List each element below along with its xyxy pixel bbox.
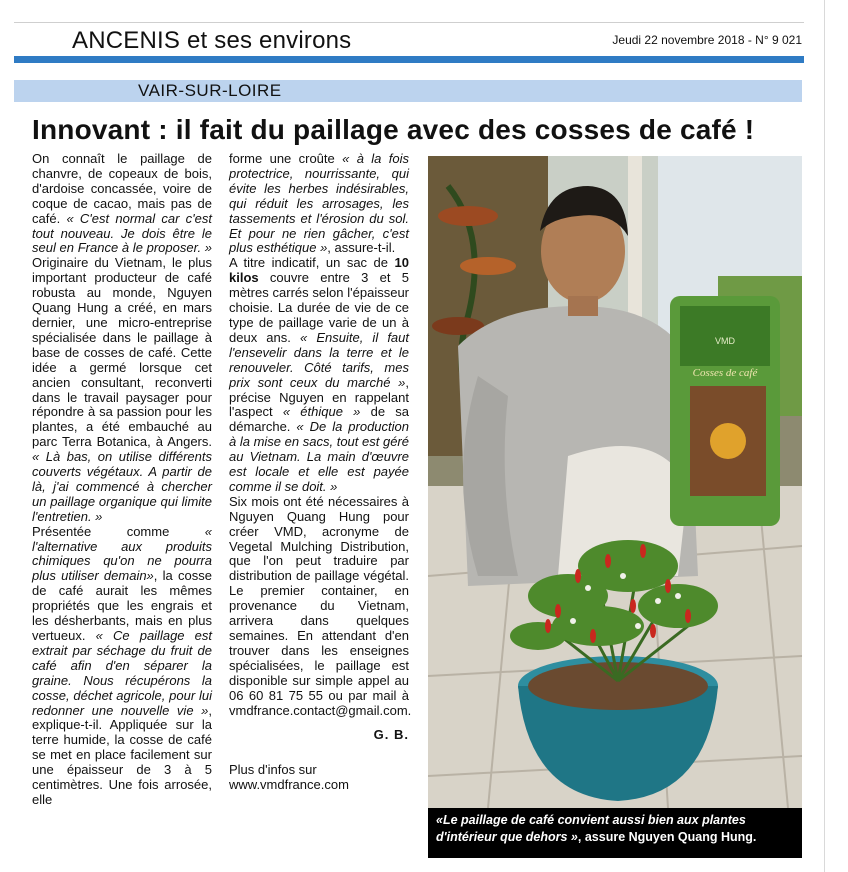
article-photo [428, 156, 802, 808]
text: Présentée comme [32, 523, 205, 539]
page-edge [824, 0, 825, 872]
text: A titre indicatif, un sac de [229, 255, 395, 271]
caption-quote: «Le paillage de café convient aussi bien aux plantes d'intérieur que dehors » [436, 813, 746, 844]
text: forme une croûte [229, 151, 343, 166]
paragraph [229, 256, 409, 495]
quote: « Ensuite, il faut l'ensevelir dans la terre et le renouveler. Côté tarifs, mes prix sont ceux du marché » [229, 329, 409, 390]
article-column-2 [229, 151, 412, 793]
quote: « C'est normal car c'est tout nouveau. Je dois être le seul en France à le proposer. » [32, 210, 212, 256]
text: On connaît le paillage de chanvre, de copeaux de bois, d'ardoise concassée, voire de coque de cacao, mais pas de café. [32, 151, 212, 226]
quote: « Là bas, on utilise différents couverts végétaux. A partir de là, j'ai commencé à chercher un paillage organique qui limite l'entretien. » [32, 449, 212, 524]
text: , explique-t-il. Appliquée sur la terre humide, la cosse de café se met en place facilement sur une épaisseur de 3 à 5 centimètres. Une fois arrosée, elle [32, 702, 212, 807]
quote: « Ce paillage est extrait par séchage du fruit de café afin d'en séparer la graine. Nous récupérons la cosse, déchet agricole, pour lui redonner une nouvelle vie » [32, 628, 212, 718]
quote: « l'alternative aux produits chimiques qu'on ne pourra plus utiliser demain» [32, 523, 212, 584]
text: , la cosse de café aurait les mêmes propriétés que les engrais et les désherbants, mais en plus vertueux. [32, 568, 212, 643]
bag-label-text: Cosses de café [692, 367, 758, 379]
section-rule [14, 56, 804, 63]
text: Originaire du Vietnam, le plus important producteur de café robusta au monde, Nguyen Quang Hung a créé, en mars dernier, une micro-entreprise spécialisée dans le paillage à base de cosses de café. Cette idée a germé lorsque cet ancien consultant, reconverti dans le travail paysager pour répondre à sa passion pour les plantes, a été embauché au parc Terra Botanica, à Angers. [32, 255, 212, 450]
text: , précise Nguyen en rappelant l'aspect [229, 374, 409, 420]
text: , assure-t-il. [327, 240, 396, 256]
photo-illustration [428, 156, 802, 808]
paragraph [229, 152, 409, 256]
caption-attribution: , assure Nguyen Quang Hung. [577, 830, 757, 844]
quote: « De la production à la mise en sacs, tout est géré au Vietnam. La main d'œuvre est locale et elle est payée comme il se doit. » [229, 419, 409, 494]
section-title: ANCENIS et ses environs [72, 27, 352, 54]
text: de sa démarche. [229, 404, 409, 435]
paragraph [32, 152, 212, 525]
more-info: Plus d'infos sur www.vmdfrance.com [229, 762, 349, 793]
location-bar [14, 80, 802, 102]
issue-date: Jeudi 22 novembre 2018 - N° 9 021 [612, 33, 802, 47]
top-rule [14, 22, 804, 23]
headline: Innovant : il fait du paillage avec des cosses de café ! [32, 114, 755, 145]
location-label: VAIR-SUR-LOIRE [138, 81, 282, 100]
bag-brand-text: VMD [715, 336, 735, 346]
paragraph: Six mois ont été nécessaires à Nguyen Quang Hung pour créer VMD, acronyme de Vegetal Mulching Distribution, que l'on peut traduire par distribution de paillage végétal. Le premier container, en provenance du Vietnam, arrivera dans quelques semaines. En attendant d'en trouver dans les enseignes spécialisées, le paillage est disponible sur simple appel au 06 60 81 75 55 ou par mail à vmdfrance.contact@gmail.com. [229, 493, 412, 718]
bold-text: 10 kilos [229, 255, 409, 286]
text: couvre entre 3 et 5 mètres carrés selon l'épaisseur choisie. La durée de vie de ce type de paillage varie de un à deux ans. [229, 270, 409, 345]
quote: « éthique » [282, 404, 361, 420]
quote: « à la fois protectrice, nourrissante, qui évite les herbes indésirables, qui réduit les arrosages, les tassements et l'érosion du sol. Et pour ne rien gâcher, c'est plus esthétique » [229, 151, 409, 256]
author-signature: G. B. [373, 727, 409, 743]
paragraph [32, 525, 212, 808]
article-column-1 [32, 152, 212, 808]
photo-caption [428, 808, 802, 858]
